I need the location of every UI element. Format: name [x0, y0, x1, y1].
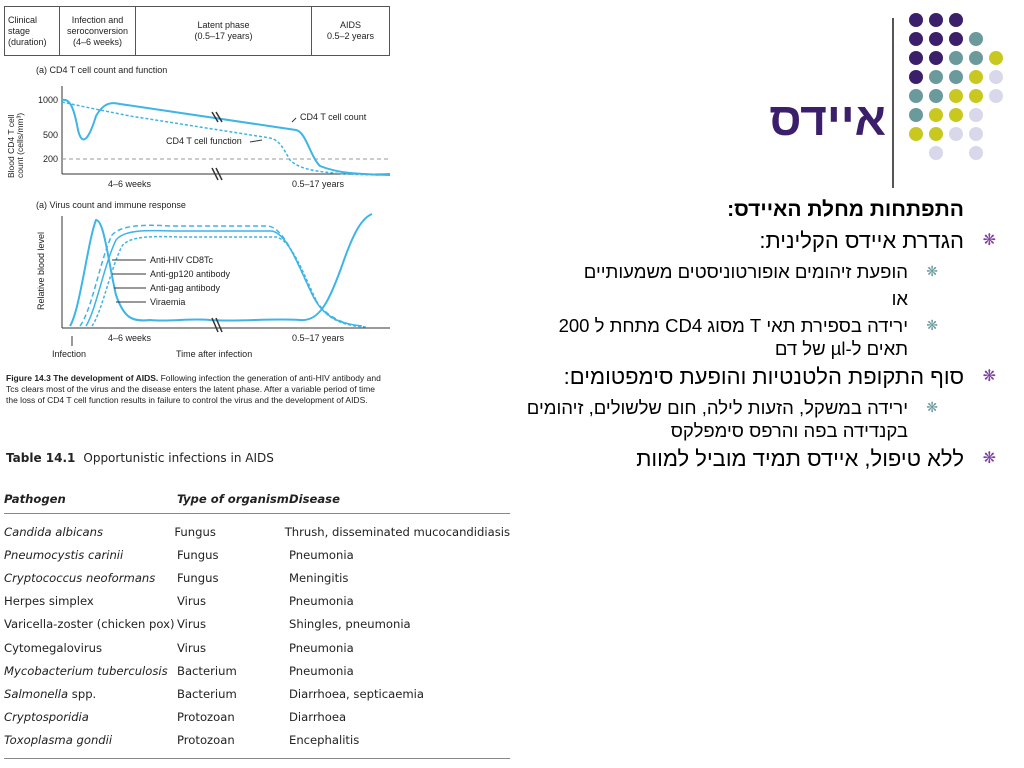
bullet-item — [524, 364, 996, 390]
table-number: Table 14.1 — [6, 451, 76, 465]
panel-a-ylabel-line: Blood CD4 T cell — [6, 114, 16, 178]
bullet-text: ירידה בספירת תאי T מסוג CD4 מתחת ל 200 תאים ל-µl של דם — [558, 315, 908, 359]
table-body — [4, 514, 510, 759]
cell-pathogen: Toxoplasma gondii — [4, 733, 113, 748]
figure-caption-text: Following infection the generation of anti-HIV antibody and Tcs clears most of the virus and the disease enters the latent phase. After a variable period of time the loss of CD4 T cell function results in failure to control the virus and the development of AIDS. — [6, 373, 381, 405]
stage-label: Infection and — [71, 14, 124, 25]
bullet-item — [524, 228, 996, 254]
decorative-dot — [969, 32, 983, 46]
decorative-dot — [929, 13, 943, 27]
decorative-dot — [949, 51, 963, 65]
decorative-dot — [909, 127, 923, 141]
cell-disease: Diarrhoea — [289, 710, 347, 725]
decorative-dot — [969, 108, 983, 122]
panel-b-title: (a) Virus count and immune response — [36, 200, 186, 210]
bullet-text: ירידה במשקל, הזעות לילה, חום שלשולים, זיהומים בקנדידה בפה והרפס סימפלקס — [526, 397, 908, 441]
panel-b-ylabel: Relative blood level — [36, 231, 46, 310]
cell-type: Virus — [177, 594, 207, 609]
decorative-dot — [909, 32, 923, 46]
cell-type: Bacterium — [177, 663, 237, 678]
header-pathogen: Pathogen — [4, 491, 66, 506]
stage-label: Latent phase — [197, 20, 250, 30]
cell-pathogen: Varicella-zoster (chicken pox) — [4, 617, 175, 632]
decorative-dot — [929, 89, 943, 103]
cell-type: Protozoan — [177, 710, 235, 725]
table-row — [4, 659, 510, 682]
slide-body — [524, 198, 996, 478]
stage-header-line: stage — [8, 25, 31, 36]
header-type: Type of organism — [177, 491, 289, 506]
clinical-stage-table — [4, 6, 390, 56]
bullet-text: ללא טיפול, איידס תמיד מוביל למוות — [636, 446, 964, 471]
aids-development-figure — [0, 60, 400, 372]
label-anti-hiv-cd8tc: Anti-HIV CD8Tc — [150, 255, 214, 265]
snowflake-icon: ❋ — [926, 399, 938, 415]
panel-a-title: (a) CD4 T cell count and function — [36, 65, 168, 75]
snowflake-icon: ❋ — [982, 232, 996, 249]
figure-caption — [6, 373, 386, 406]
tick-1000: 1000 — [37, 95, 58, 105]
infection-label: Infection — [52, 349, 87, 359]
label-anti-gag: Anti-gag antibody — [150, 283, 221, 293]
table-row — [4, 636, 510, 659]
figure-caption-bold: Figure 14.3 The development of AIDS. — [6, 373, 159, 383]
stage-header-line: (duration) — [8, 36, 47, 47]
panel-a-ylabel-line: count (cells/mm³) — [15, 112, 25, 178]
leader-line — [292, 118, 296, 122]
sub-bullet-item — [524, 260, 938, 283]
tick-200: 200 — [42, 154, 58, 164]
stage-label: 0.5–2 years — [326, 31, 375, 41]
decorative-dot — [949, 32, 963, 46]
stage-latent — [135, 7, 311, 55]
bullet-text: הגדרת איידס הקלינית: — [759, 228, 964, 253]
decorative-dot — [989, 51, 1003, 65]
panel-b-xtick: 0.5–17 years — [292, 333, 345, 343]
cell-type: Virus — [177, 617, 207, 632]
cd4-count-label: CD4 T cell count — [300, 112, 367, 122]
sub-bullet-item — [524, 396, 938, 442]
stage-header-line: Clinical — [8, 14, 38, 25]
decorative-dot — [969, 70, 983, 84]
table-row — [4, 566, 510, 589]
cell-pathogen: Salmonella spp. — [4, 686, 97, 701]
panel-a-xtick: 0.5–17 years — [292, 179, 345, 189]
table-title-text: Opportunistic infections in AIDS — [83, 451, 274, 465]
stage-header — [5, 7, 59, 55]
bullet-text: סוף התקופת הלטנטיות והופעת סימפטומים: — [563, 364, 964, 389]
bullet-text: או — [891, 288, 908, 309]
decorative-dot — [969, 51, 983, 65]
cell-disease: Pneumonia — [289, 663, 354, 678]
decorative-dot — [929, 127, 943, 141]
cell-disease: Diarrhoea, septicaemia — [289, 686, 424, 701]
section-heading: התפתחות מחלת האיידס: — [727, 198, 964, 221]
cell-pathogen: Mycobacterium tuberculosis — [4, 663, 168, 678]
title-divider — [892, 18, 894, 188]
cell-type: Bacterium — [177, 686, 237, 701]
decorative-dot — [949, 13, 963, 27]
cell-disease: Pneumonia — [289, 547, 354, 562]
cell-disease: Pneumonia — [289, 640, 354, 655]
table-header-row — [4, 484, 510, 514]
snowflake-icon: ❋ — [982, 450, 996, 467]
cell-pathogen: Herpes simplex — [4, 594, 94, 609]
header-disease: Disease — [289, 491, 340, 506]
panel-b-xtick: 4–6 weeks — [108, 333, 152, 343]
decorative-dot — [909, 51, 923, 65]
decorative-dot — [949, 89, 963, 103]
cell-disease: Meningitis — [289, 570, 349, 585]
decorative-dot — [909, 70, 923, 84]
cell-type: Virus — [177, 640, 207, 655]
opportunistic-infections-table — [4, 484, 510, 759]
table-row — [4, 729, 510, 752]
cd4-function-label: CD4 T cell function — [166, 136, 242, 146]
table-row — [4, 590, 510, 613]
label-anti-gp120: Anti-gp120 antibody — [150, 269, 231, 279]
cell-pathogen: Cryptosporidia — [4, 710, 89, 725]
decorative-dot — [989, 70, 1003, 84]
decorative-dot — [929, 146, 943, 160]
decorative-dot — [969, 127, 983, 141]
snowflake-icon: ❋ — [926, 317, 938, 333]
table-row — [4, 613, 510, 636]
cell-disease: Shingles, pneumonia — [289, 617, 411, 632]
decorative-dot — [929, 70, 943, 84]
table-row — [4, 682, 510, 705]
time-after-infection-label: Time after infection — [176, 349, 253, 359]
tick-500: 500 — [42, 130, 58, 140]
table-row — [4, 543, 510, 566]
slide-title: איידס — [769, 93, 886, 145]
stage-label: (0.5–17 years) — [194, 31, 253, 41]
cell-disease: Pneumonia — [289, 594, 354, 609]
decorative-dot — [969, 146, 983, 160]
decorative-dot — [989, 89, 1003, 103]
decorative-dot — [969, 89, 983, 103]
table-row — [4, 520, 510, 543]
cell-pathogen: Cryptococcus neoformans — [4, 570, 156, 585]
bullet-text: הופעת זיהומים אופורטוניסטים משמעותיים — [583, 261, 908, 282]
sub-bullet-item — [524, 314, 938, 360]
cell-disease: Encephalitis — [289, 733, 360, 748]
decorative-dot — [949, 127, 963, 141]
stage-infection — [59, 7, 135, 55]
bullet-item — [524, 446, 996, 472]
decorative-dot — [949, 70, 963, 84]
cell-pathogen: Candida albicans — [4, 524, 104, 539]
snowflake-icon: ❋ — [982, 368, 996, 385]
decorative-dot — [949, 108, 963, 122]
cell-type: Fungus — [177, 570, 219, 585]
decorative-dot — [909, 108, 923, 122]
stage-aids — [311, 7, 389, 55]
cell-pathogen: Cytomegalovirus — [4, 640, 103, 655]
cell-type: Fungus — [177, 547, 219, 562]
stage-label: seroconversion — [66, 25, 129, 36]
cell-type: Fungus — [174, 524, 216, 539]
label-viraemia: Viraemia — [150, 297, 186, 307]
panel-a-ylabel — [6, 113, 25, 178]
decorative-dot — [929, 32, 943, 46]
decorative-dot — [909, 89, 923, 103]
stage-label: (4–6 weeks) — [72, 36, 123, 47]
table-row — [4, 706, 510, 729]
panel-a-xtick: 4–6 weeks — [108, 179, 152, 189]
decorative-dot — [909, 13, 923, 27]
cell-disease: Thrush, disseminated mucocandidiasis — [284, 524, 510, 539]
leader-line — [250, 140, 262, 142]
stage-label: AIDS — [339, 20, 361, 30]
bullet-list — [524, 228, 996, 472]
anti-gag-line — [92, 237, 366, 327]
decorative-dot — [929, 51, 943, 65]
cell-type: Protozoan — [177, 733, 235, 748]
connector-text — [524, 287, 908, 310]
cell-pathogen: Pneumocystis carinii — [4, 547, 124, 562]
table-title — [6, 451, 274, 465]
decorative-dot — [929, 108, 943, 122]
snowflake-icon: ❋ — [926, 263, 938, 279]
